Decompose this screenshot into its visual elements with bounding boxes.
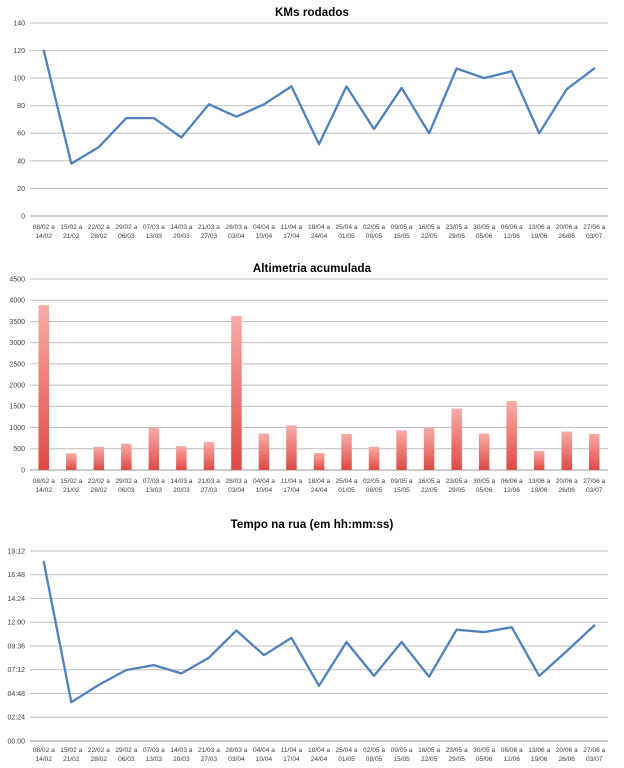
x-tick-label: 12/06 (503, 487, 520, 494)
x-tick-label: 05/06 (475, 233, 493, 240)
x-tick-label: 11/04 a (280, 224, 303, 231)
altimetria-acumulada-plot (0, 256, 624, 512)
bar (562, 432, 573, 470)
bar (424, 428, 435, 470)
x-tick-label: 16/05 a (418, 224, 441, 231)
y-tick-label: 4000 (9, 297, 25, 305)
y-tick-label: 1000 (9, 424, 25, 432)
x-tick-label: 27/06 a (583, 747, 606, 754)
x-tick-label: 27/06 a (583, 224, 606, 231)
y-tick-label: 120 (13, 47, 25, 55)
x-tick-label: 07/03 a (142, 224, 165, 231)
y-tick-label: 16:48 (7, 572, 25, 580)
x-tick-label: 01/05 (338, 233, 355, 240)
x-tick-label: 16/05 a (418, 478, 441, 485)
x-tick-label: 07/03 a (142, 747, 165, 754)
y-tick-label: 500 (13, 446, 25, 454)
x-tick-label: 15/05 (393, 487, 410, 494)
x-tick-label: 13/03 (145, 233, 163, 240)
x-tick-label: 25/04 a (335, 747, 358, 754)
x-tick-label: 05/06 (475, 487, 493, 494)
x-tick-label: 06/06 a (500, 478, 523, 485)
y-tick-label: 07:12 (7, 667, 25, 675)
x-tick-label: 22/05 (420, 487, 438, 494)
x-tick-label: 21/03 a (197, 478, 220, 485)
x-tick-label: 04/04 a (252, 478, 275, 485)
x-tick-label: 20/03 (173, 487, 190, 494)
x-tick-label: 07/03 a (142, 478, 165, 485)
x-tick-label: 22/05 (420, 756, 438, 763)
x-tick-label: 21/02 (63, 487, 80, 494)
x-tick-label: 13/06 a (528, 478, 551, 485)
x-tick-label: 04/04 a (252, 224, 275, 231)
bar (39, 305, 50, 470)
x-tick-label: 19/06 (530, 487, 548, 494)
y-tick-label: 12:00 (7, 619, 25, 627)
chart-title-tempo-na-rua: Tempo na rua (em hh:mm:ss) (230, 519, 394, 531)
x-tick-label: 11/04 a (280, 747, 303, 754)
x-tick-label: 13/06 a (528, 224, 551, 231)
bar (94, 447, 105, 470)
x-tick-label: 14/03 a (170, 478, 193, 485)
x-tick-label: 20/06 a (555, 224, 578, 231)
x-tick-label: 04/04 a (252, 747, 275, 754)
x-tick-label: 27/03 (200, 487, 218, 494)
x-tick-label: 10/04 (255, 487, 273, 494)
x-tick-label: 15/05 (393, 756, 410, 763)
y-tick-label: 04:48 (7, 690, 25, 698)
x-tick-label: 19/06 (530, 233, 548, 240)
chart-title-altimetria-acumulada: Altimetria acumulada (252, 263, 372, 275)
x-tick-label: 22/02 a (87, 747, 110, 754)
x-tick-label: 24/04 (310, 487, 328, 494)
x-tick-label: 22/02 a (87, 478, 110, 485)
x-tick-label: 08/02 a (32, 224, 55, 231)
x-tick-label: 03/07 (585, 233, 603, 240)
x-tick-label: 18/04 a (308, 224, 330, 231)
x-tick-label: 10/04 (255, 233, 273, 240)
kms-rodados-plot (0, 0, 624, 256)
x-tick-label: 27/03 (200, 756, 218, 763)
x-tick-label: 14/03 a (170, 224, 193, 231)
x-tick-label: 29/02 a (115, 224, 138, 231)
bar (66, 453, 77, 470)
y-tick-label: 2500 (9, 361, 25, 369)
x-tick-label: 02/05 a (363, 224, 386, 231)
y-tick-label: 4500 (9, 276, 25, 284)
x-tick-label: 12/06 (503, 756, 520, 763)
y-tick-label: 0 (21, 213, 25, 221)
bar (369, 447, 380, 470)
x-tick-label: 25/04 a (335, 478, 358, 485)
x-tick-label: 02/05 a (363, 478, 386, 485)
x-tick-label: 14/02 (35, 756, 53, 763)
line-series (44, 51, 594, 164)
x-tick-label: 15/02 a (60, 478, 83, 485)
y-tick-label: 02:24 (7, 714, 25, 722)
y-tick-label: 140 (13, 20, 25, 28)
x-tick-label: 08/05 (365, 756, 383, 763)
x-tick-label: 09/05 a (390, 478, 413, 485)
x-tick-label: 01/05 (338, 756, 355, 763)
x-tick-label: 23/05 a (445, 747, 468, 754)
y-tick-label: 20 (17, 185, 25, 193)
x-tick-label: 13/06 a (528, 747, 551, 754)
x-tick-label: 30/05 a (473, 478, 496, 485)
x-tick-label: 21/02 (63, 756, 80, 763)
x-tick-label: 03/04 (228, 487, 245, 494)
x-tick-label: 26/06 (558, 756, 575, 763)
x-tick-label: 03/04 (228, 233, 245, 240)
x-tick-label: 09/05 a (390, 747, 413, 754)
x-tick-label: 23/05 a (445, 478, 468, 485)
x-tick-label: 08/05 (365, 487, 383, 494)
y-tick-label: 3500 (9, 318, 25, 326)
x-tick-label: 06/03 (118, 487, 135, 494)
bar (259, 434, 270, 471)
y-tick-label: 09:36 (7, 643, 25, 651)
x-tick-label: 17/04 (283, 756, 300, 763)
y-tick-label: 100 (13, 75, 25, 83)
x-tick-label: 28/02 (90, 487, 108, 494)
x-tick-label: 14/03 a (170, 747, 193, 754)
x-tick-label: 08/05 (365, 233, 383, 240)
x-tick-label: 14/02 (35, 487, 53, 494)
x-tick-label: 22/05 (420, 233, 438, 240)
x-tick-label: 24/04 (310, 233, 328, 240)
bar (231, 316, 242, 470)
x-tick-label: 29/05 (448, 756, 465, 763)
x-tick-label: 20/06 a (555, 478, 578, 485)
x-tick-label: 03/07 (585, 487, 603, 494)
x-tick-label: 15/02 a (60, 747, 83, 754)
x-tick-label: 28/02 (90, 233, 108, 240)
x-tick-label: 21/03 a (197, 747, 220, 754)
x-tick-label: 28/03 a (225, 478, 248, 485)
x-tick-label: 18/04 a (308, 747, 330, 754)
x-tick-label: 29/02 a (115, 747, 138, 754)
y-tick-label: 14:24 (7, 595, 25, 603)
x-tick-label: 30/05 a (473, 747, 496, 754)
y-tick-label: 40 (17, 158, 25, 166)
x-tick-label: 26/06 (558, 233, 575, 240)
x-tick-label: 28/03 a (225, 747, 248, 754)
x-tick-label: 21/02 (63, 233, 80, 240)
x-tick-label: 27/03 (200, 233, 218, 240)
x-tick-label: 23/05 a (445, 224, 468, 231)
bar (396, 430, 407, 470)
x-tick-label: 05/06 (475, 756, 493, 763)
x-tick-label: 03/04 (228, 756, 245, 763)
y-tick-label: 19:12 (7, 548, 25, 556)
x-tick-label: 28/02 (90, 756, 108, 763)
x-tick-label: 15/02 a (60, 224, 83, 231)
y-tick-label: 0 (21, 467, 25, 475)
x-tick-label: 24/04 (310, 756, 328, 763)
tempo-na-rua-plot (0, 512, 624, 768)
bar (534, 451, 545, 470)
bar (314, 453, 325, 470)
x-tick-label: 03/07 (585, 756, 603, 763)
chart-title-kms-rodados: KMs rodados (275, 7, 349, 19)
bar (451, 409, 462, 471)
y-tick-label: 80 (17, 103, 25, 111)
x-tick-label: 01/05 (338, 487, 355, 494)
bar (479, 434, 490, 471)
x-tick-label: 20/03 (173, 233, 190, 240)
x-tick-label: 08/02 a (32, 747, 55, 754)
y-tick-label: 3000 (9, 340, 25, 348)
bar (204, 442, 215, 470)
x-tick-label: 06/03 (118, 756, 135, 763)
bar (341, 434, 352, 470)
x-tick-label: 25/04 a (335, 224, 358, 231)
y-tick-label: 60 (17, 130, 25, 138)
x-tick-label: 18/04 a (308, 478, 330, 485)
y-tick-label: 00:00 (7, 738, 25, 746)
x-tick-label: 30/05 a (473, 224, 496, 231)
x-tick-label: 29/05 (448, 233, 465, 240)
line-series (44, 562, 594, 702)
x-tick-label: 17/04 (283, 233, 300, 240)
x-tick-label: 19/06 (530, 756, 548, 763)
x-tick-label: 20/03 (173, 756, 190, 763)
x-tick-label: 08/02 a (32, 478, 55, 485)
bar (506, 401, 517, 470)
x-tick-label: 22/02 a (87, 224, 110, 231)
x-tick-label: 06/03 (118, 233, 135, 240)
x-tick-label: 12/06 (503, 233, 520, 240)
x-tick-label: 15/05 (393, 233, 410, 240)
x-tick-label: 29/05 (448, 487, 465, 494)
x-tick-label: 17/04 (283, 487, 300, 494)
x-tick-label: 16/05 a (418, 747, 441, 754)
x-tick-label: 06/06 a (500, 224, 523, 231)
bar (176, 446, 187, 470)
chart-kms-rodados (0, 0, 624, 256)
x-tick-label: 09/05 a (390, 224, 413, 231)
x-tick-label: 13/03 (145, 487, 163, 494)
x-tick-label: 26/06 (558, 487, 575, 494)
chart-tempo-na-rua (0, 512, 624, 768)
bar (149, 428, 160, 470)
bar (589, 434, 600, 470)
x-tick-label: 13/03 (145, 756, 163, 763)
y-tick-label: 2000 (9, 382, 25, 390)
x-tick-label: 14/02 (35, 233, 53, 240)
bar (121, 444, 132, 470)
x-tick-label: 29/02 a (115, 478, 138, 485)
x-tick-label: 10/04 (255, 756, 273, 763)
x-tick-label: 21/03 a (197, 224, 220, 231)
y-tick-label: 1500 (9, 403, 25, 411)
x-tick-label: 11/04 a (280, 478, 303, 485)
x-tick-label: 02/05 a (363, 747, 386, 754)
x-tick-label: 20/06 a (555, 747, 578, 754)
x-tick-label: 28/03 a (225, 224, 248, 231)
bar (286, 425, 297, 470)
x-tick-label: 27/06 a (583, 478, 606, 485)
chart-altimetria-acumulada (0, 256, 624, 512)
x-tick-label: 06/06 a (500, 747, 523, 754)
